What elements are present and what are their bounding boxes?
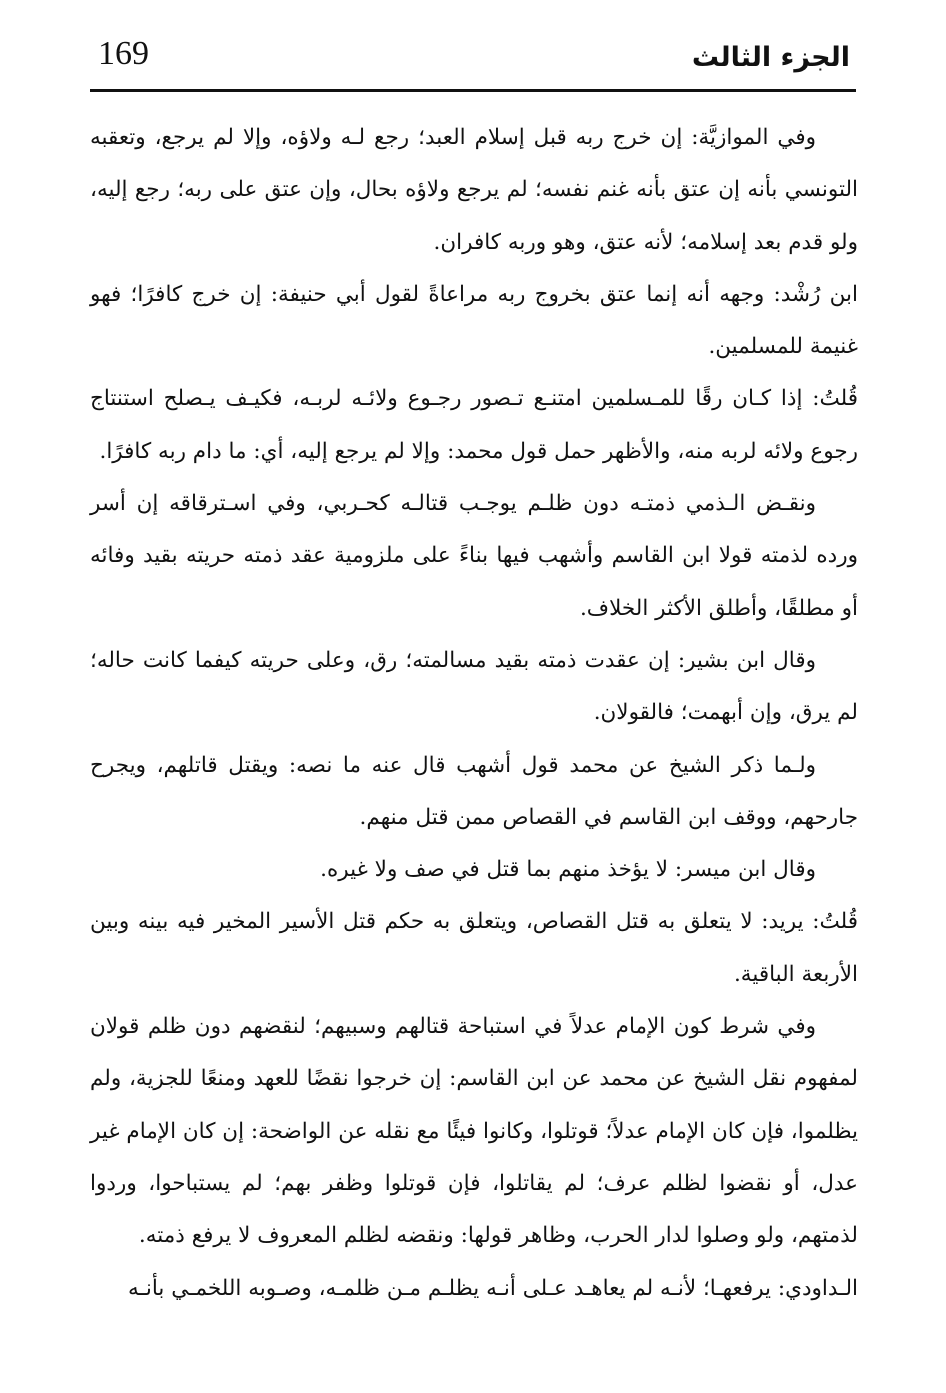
page-header bbox=[90, 28, 856, 90]
paragraph-3: قُلتُ: إذا كـان رقًا للمـسلمين امتنـع تـصور رجـوع ولائـه لربـه، فكيـف يـصلح استنتاج رجوع ولائه لربه منه، والأظهر حمل قول محمد: وإلا لم يرجع إليه، أي: ما دام ربه كافرًا. bbox=[90, 386, 858, 464]
paragraph-10: الـداودي: يرفعهـا؛ لأنـه لم يعاهـد عـلى أنـه يظلـم مـن ظلمـه، وصـوبه اللخمـي بأنـه bbox=[128, 1275, 858, 1301]
page-body bbox=[90, 112, 858, 1315]
header-rule bbox=[90, 89, 856, 92]
running-head: الجزء الثالث bbox=[691, 42, 850, 73]
paragraph-5: وقال ابن بشير: إن عقدت ذمته بقيد مسالمته؛ رق، وعلى حريته كيفما كانت حاله؛ لم يرق، وإن أبهمت؛ فالقولان. bbox=[90, 647, 858, 726]
paragraph-1: وفي الموازيَّة: إن خرج ربه قبل إسلام العبد؛ رجع لـه ولاؤه، وإلا لم يرجع، وتعقبه التونسي بأنه إن عتق بأنه غنم نفسه؛ لم يرجع ولاؤه بحال، وإن عتق على ربه؛ رجع إليه، ولو قدم بعد إسلامه؛ لأنه عتق، وهو وربه كافران. bbox=[90, 125, 858, 255]
paragraph-9: وفي شرط كون الإمام عدلاً في استباحة قتالهم وسبيهم؛ لنقضهم دون ظلم قولان لمفهوم نقل الشيخ عن محمد عن ابن القاسم: إن خرجوا نقضًا للعهد ومنعًا للجزية، ولم يظلموا، فإن كان الإمام عدلاً؛ قوتلوا، وكانوا فيئًا مع نقله عن الواضحة: إن كان الإمام غير عدل، أو نقضوا لظلم عرف؛ لم يقاتلوا، فإن قوتلوا وظفر بهم؛ لم يستباحوا، وردوا لذمتهم، ولو وصلوا لدار الحرب، وظاهر قولها: ونقضه لظلم المعروف لا يرفع ذمته. bbox=[90, 1014, 858, 1249]
paragraph-8: قُلتُ: يريد: لا يتعلق به قتل القصاص، ويتعلق به حكم قتل الأسير المخير فيه بينه وبين الأربعة الباقية. bbox=[90, 909, 858, 987]
page-number: 169 bbox=[98, 35, 149, 72]
paragraph-6: ولـما ذكر الشيخ عن محمد قول أشهب قال عنه ما نصه: ويقتل قاتلهم، ويجرح جارحهم، ووقف ابن القاسم في القصاص ممن قتل منهم. bbox=[90, 752, 858, 830]
paragraph-7: وقال ابن ميسر: لا يؤخذ منهم بما قتل في صف ولا غيره. bbox=[320, 857, 816, 883]
paragraph-4: ونقـض الـذمي ذمتـه دون ظلـم يوجـب قتالـه كحـربي، وفي اسـترقاقه إن أسر ورده لذمته قولا ابن القاسم وأشهب فيها بناءً على ملزومية عقد ذمته حريته بقيد وفائه أو مطلقًا، وأطلق الأكثر الخلاف. bbox=[90, 491, 858, 621]
paragraph-2: ابن رُشْد: وجهه أنه إنما عتق بخروج ربه مراعاةً لقول أبي حنيفة: إن خرج كافرًا؛ فهو غنيمة للمسلمين. bbox=[90, 281, 858, 360]
